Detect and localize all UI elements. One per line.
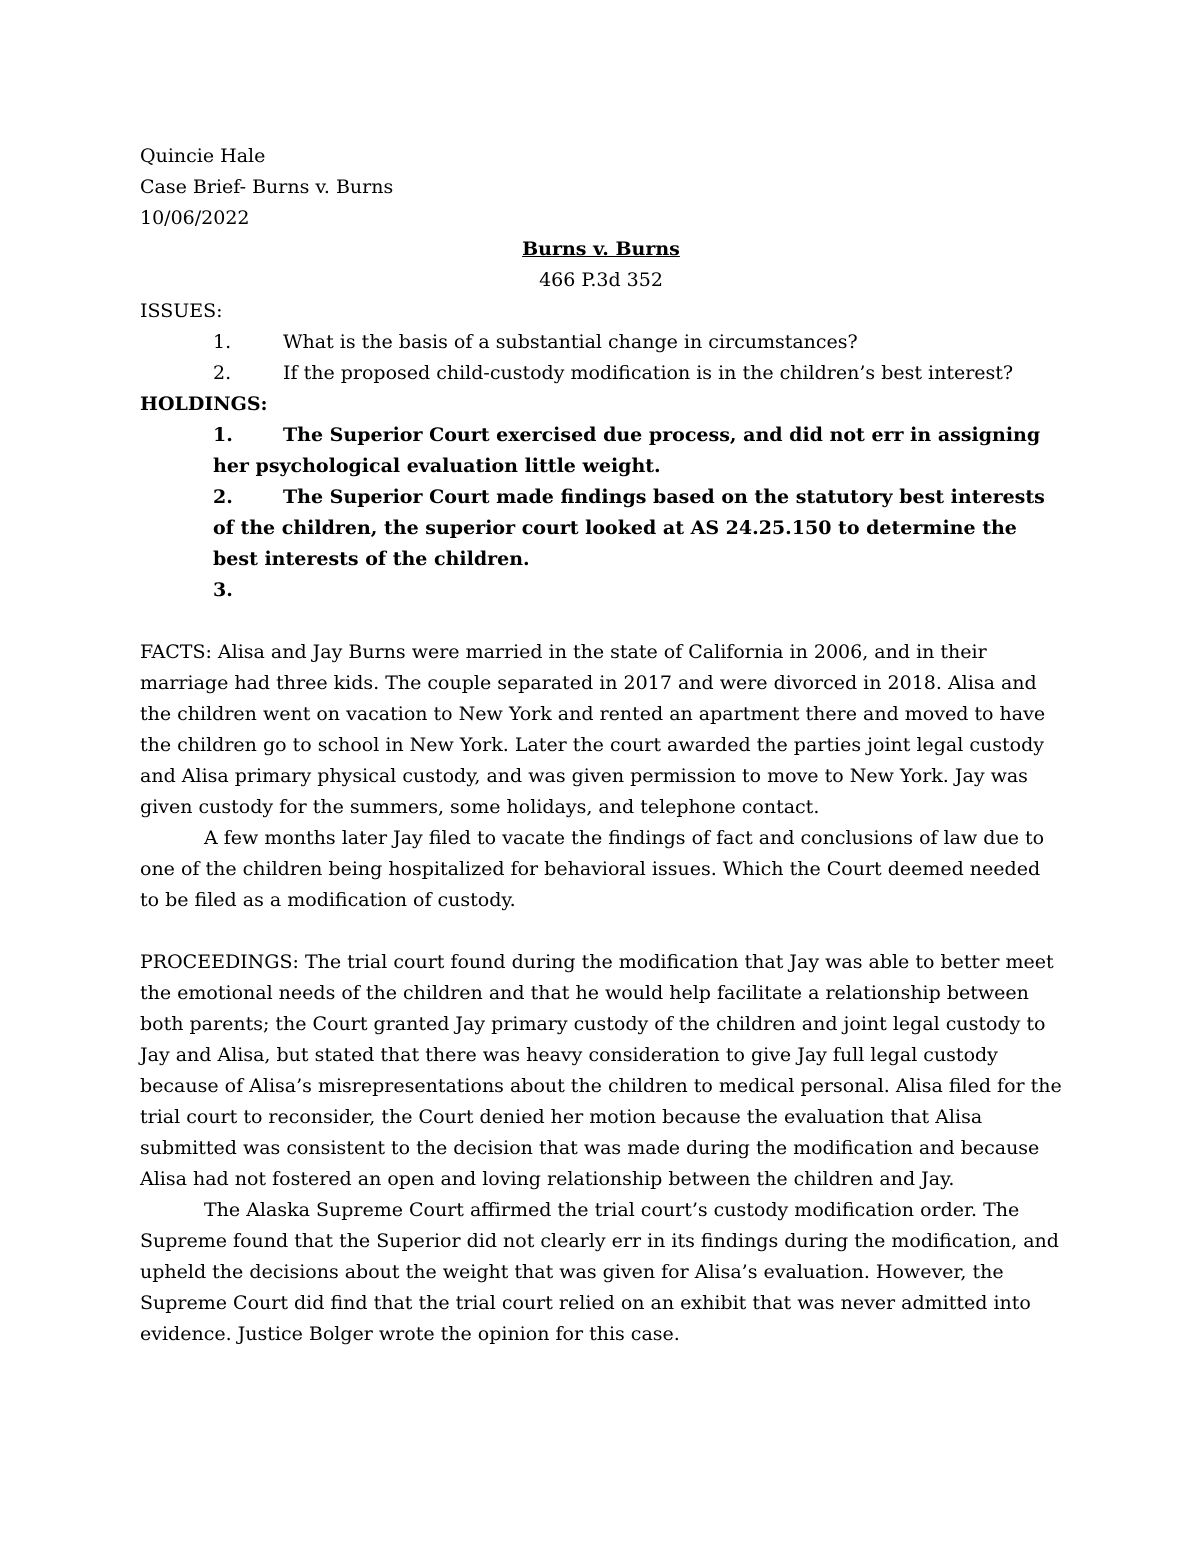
- author-name: Quincie Hale: [140, 145, 266, 167]
- issue-text: If the proposed child-custody modification is in the children’s best interest?: [283, 362, 1014, 384]
- holding-number: 1.: [213, 424, 233, 446]
- holding-item: [140, 575, 1062, 606]
- issue-number: 2.: [213, 362, 232, 384]
- holding-number: 2.: [213, 486, 233, 508]
- proceedings-paragraph: PROCEEDINGS: The trial court found during the modification that Jay was able to better meet the emotional needs of the children and that he would help facilitate a relationship between both parents; the Court granted Jay primary custody of the children and joint legal custody to Jay and Alisa, but stated that there was heavy consideration to give Jay full legal custody because of Alisa’s misrepresentations about the children to medical personal. Alisa filed for the trial court to reconsider, the Court denied her motion because the evaluation that Alisa submitted was consistent to the decision that was made during the modification and because Alisa had not fostered an open and loving relationship between the children and Jay.: [140, 951, 1062, 1190]
- holding-number: 3.: [213, 579, 233, 601]
- holding-item: [140, 420, 1062, 482]
- holding-text: The Superior Court made findings based on the statutory best interests of the children, the superior court looked at AS 24.25.150 to determine the best interests of the children.: [213, 486, 1045, 570]
- holdings-label: HOLDINGS:: [140, 393, 268, 415]
- section-gap: [140, 916, 1062, 947]
- issue-text: What is the basis of a substantial change in circumstances?: [283, 331, 858, 353]
- issue-item: [140, 358, 1062, 389]
- document-subject: Case Brief- Burns v. Burns: [140, 176, 394, 198]
- section-gap: [140, 606, 1062, 637]
- proceedings-paragraph: The Alaska Supreme Court affirmed the trial court’s custody modification order. The Supreme found that the Superior did not clearly err in its findings during the modification, and upheld the decisions about the weight that was given for Alisa’s evaluation. However, the Supreme Court did find that the trial court relied on an exhibit that was never admitted into evidence. Justice Bolger wrote the opinion for this case.: [140, 1199, 1059, 1345]
- issue-number: 1.: [213, 331, 232, 353]
- holding-item: [140, 482, 1062, 575]
- case-citation: 466 P.3d 352: [539, 269, 663, 291]
- issues-label: ISSUES:: [140, 300, 223, 322]
- case-heading: [140, 234, 1062, 296]
- issue-item: [140, 327, 1062, 358]
- facts-paragraph: A few months later Jay filed to vacate the findings of fact and conclusions of law due to one of the children being hospitalized for behavioral issues. Which the Court deemed needed to be filed as a modification of custody.: [140, 827, 1045, 911]
- holding-text: The Superior Court exercised due process, and did not err in assigning her psychological evaluation little weight.: [213, 424, 1041, 477]
- case-title: Burns v. Burns: [522, 238, 680, 260]
- document-body: [140, 141, 1062, 1350]
- facts-paragraph: FACTS: Alisa and Jay Burns were married in the state of California in 2006, and in their marriage had three kids. The couple separated in 2017 and were divorced in 2018. Alisa and the children went on vacation to New York and rented an apartment there and moved to have the children go to school in New York. Later the court awarded the parties joint legal custody and Alisa primary physical custody, and was given permission to move to New York. Jay was given custody for the summers, some holidays, and telephone contact.: [140, 641, 1046, 818]
- document-date: 10/06/2022: [140, 207, 250, 229]
